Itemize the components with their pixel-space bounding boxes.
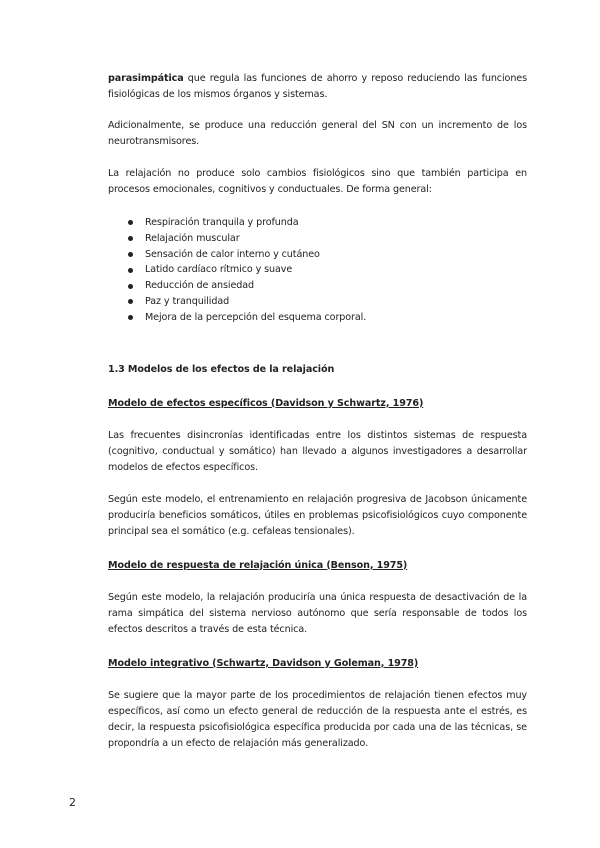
- bullet-icon: [128, 299, 133, 304]
- model-specific-paragraph-1: Las frecuentes disincronías identificadas entre los distintos sistemas de respuesta (cognitivo, conductual y somático) han llevado a algunos investigadores a desarrollar modelos de efectos específicos.: [108, 429, 527, 473]
- list-item: [108, 215, 527, 231]
- list-item-text: Sensación de calor interno y cutáneo: [145, 248, 320, 260]
- list-item: [108, 294, 527, 310]
- list-item-text: Respiración tranquila y profunda: [145, 217, 299, 228]
- intro-paragraph-2: Adicionalmente, se produce una reducción general del SN con un incremento de los neurotransmisores.: [108, 120, 527, 147]
- model-integrative-heading: Modelo integrativo (Schwartz, Davidson y Goleman, 1978): [108, 657, 419, 669]
- list-item-text: Reducción de ansiedad: [145, 280, 255, 292]
- model-single-heading: Modelo de respuesta de relajación única (Benson, 1975): [108, 559, 408, 571]
- page-number: 2: [69, 796, 76, 809]
- bullet-icon: [128, 236, 133, 241]
- intro-paragraph-1: [108, 71, 527, 103]
- model-specific-paragraph-2: Según este modelo, el entrenamiento en relajación progresiva de Jacobson únicamente produciría beneficios somáticos, útiles en problemas psicofisiológicos cuyo componente principal sea el somático (e.g. cefaleas tensionales).: [108, 493, 527, 537]
- list-item: [108, 262, 527, 278]
- list-item: [108, 231, 527, 247]
- intro-paragraph-3: La relajación no produce solo cambios fisiológicos sino que también participa en procesos emocionales, cognitivos y conductuales. De forma general:: [108, 168, 527, 195]
- model-specific-heading: Modelo de efectos específicos (Davidson y Schwartz, 1976): [108, 397, 424, 409]
- bullet-icon: [128, 220, 133, 225]
- list-item-text: Latido cardíaco rítmico y suave: [145, 264, 293, 276]
- effects-list: [108, 215, 527, 326]
- bullet-icon: [128, 315, 133, 320]
- bullet-icon: [128, 252, 133, 257]
- model-single-paragraph-1: Según este modelo, la relajación produciría una única respuesta de desactivación de la rama simpática del sistema nervioso autónomo que sería responsable de todos los efectos descritos a través de esta técnica.: [108, 591, 527, 635]
- section-heading: 1.3 Modelos de los efectos de la relajación: [108, 363, 335, 375]
- list-item-text: Relajación muscular: [145, 232, 240, 244]
- bullet-icon: [128, 268, 133, 273]
- model-integrative-paragraph-1: Se sugiere que la mayor parte de los procedimientos de relajación tienen efectos muy específicos, así como un efecto general de reducción de la respuesta ante el estrés, es decir, la respuesta psicofisiológica específica producida por cada una de las técnicas, se propondría a un efecto de relajación más generalizado.: [108, 689, 527, 749]
- list-item-text: Mejora de la percepción del esquema corporal.: [145, 311, 367, 323]
- page-content: [108, 71, 527, 752]
- bullet-icon: [128, 284, 133, 289]
- list-item-text: Paz y tranquilidad: [145, 295, 230, 307]
- intro-bold-term: parasimpática: [108, 73, 184, 84]
- list-item: [108, 278, 527, 294]
- list-item: [108, 310, 527, 326]
- list-item: [108, 247, 527, 263]
- intro-paragraph-1-text: que regula las funciones de ahorro y reposo reduciendo las funciones fisiológicas de los mismos órganos y sistemas.: [108, 73, 527, 100]
